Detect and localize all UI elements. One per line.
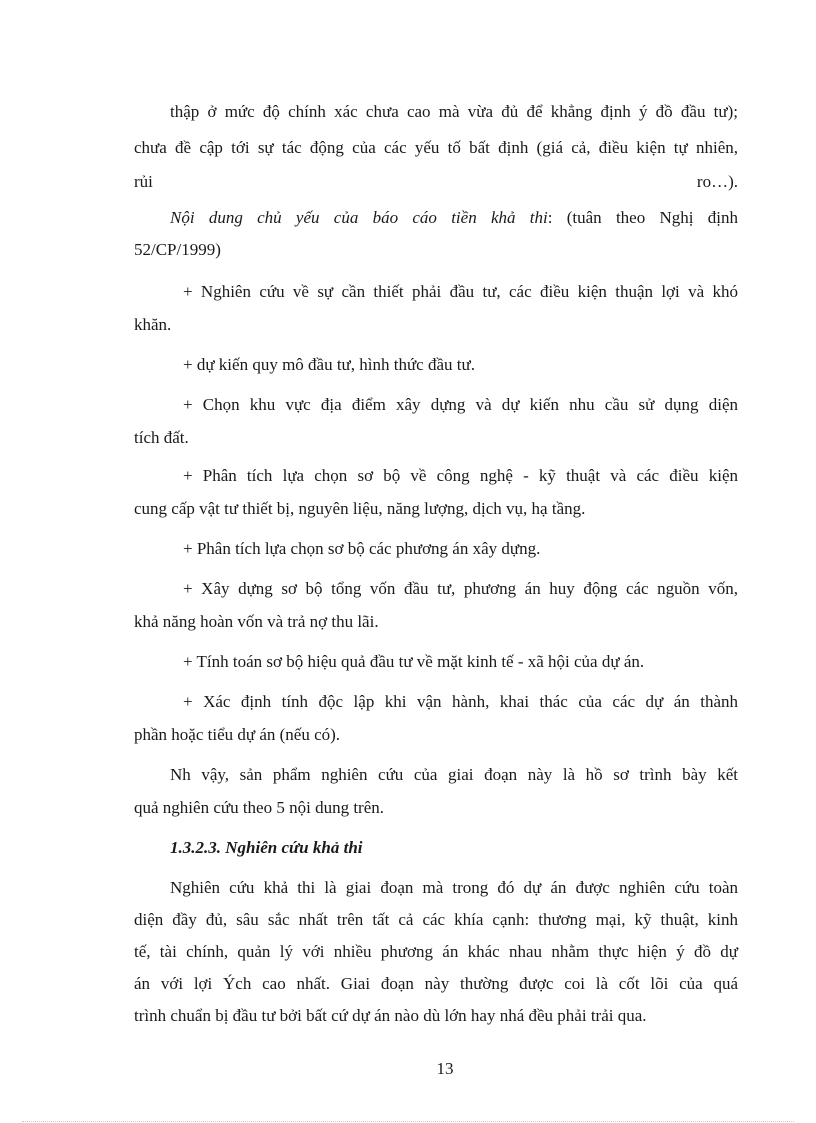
page-number: 13 [436, 1059, 454, 1078]
text-line: Nh vậy, sản phẩm nghiên cứu của giai đoạn này là hồ sơ trình bày kết [170, 765, 738, 784]
text-line: quả nghiên cứu theo 5 nội dung trên. [134, 798, 384, 817]
bullet-line: + Xây dựng sơ bộ tổng vốn đầu tư, phương án huy động các nguồn vốn, [183, 579, 738, 598]
text-fragment: ro…). [696, 172, 738, 191]
section-heading: 1.3.2.3. Nghiên cứu khả thi [170, 838, 363, 857]
footer-divider [22, 1121, 794, 1122]
text-line: khả năng hoàn vốn và trả nợ thu lãi. [134, 612, 379, 631]
text-fragment: : (tuân theo Nghị định [547, 208, 738, 227]
bullet-line: + Tính toán sơ bộ hiệu quả đầu tư về mặt kinh tế - xã hội của dự án. [183, 652, 645, 671]
bullet-line: + dự kiến quy mô đầu tư, hình thức đầu tư. [183, 355, 475, 374]
text-line: án với lợi Ých cao nhất. Giai đoạn này thường được coi là cốt lõi của quá [134, 974, 738, 993]
text-line: phần hoặc tiểu dự án (nếu có). [134, 725, 341, 744]
text-line: diện đầy đủ, sâu sắc nhất trên tất cả các khía cạnh: thương mại, kỹ thuật, kinh [134, 910, 738, 929]
text-line: thập ở mức độ chính xác chưa cao mà vừa đủ để khẳng định ý đồ đầu tư); [170, 102, 738, 121]
italic-phrase: Nội dung chủ yếu của báo cáo tiền khả thi [170, 208, 548, 227]
text-line: tích đất. [134, 428, 189, 447]
text-line [134, 172, 738, 192]
text-line [170, 208, 738, 228]
text-fragment: rủi [134, 172, 153, 191]
bullet-line: + Phân tích lựa chọn sơ bộ về công nghệ - kỹ thuật và các điều kiện [183, 466, 738, 485]
bullet-line: + Chọn khu vực địa điểm xây dựng và dự kiến nhu cầu sử dụng diện [183, 395, 738, 414]
text-line: 52/CP/1999) [134, 240, 221, 259]
text-line: Nghiên cứu khả thi là giai đoạn mà trong đó dự án được nghiên cứu toàn [170, 878, 738, 897]
text-line: cung cấp vật tư thiết bị, nguyên liệu, năng lượng, dịch vụ, hạ tầng. [134, 499, 586, 518]
text-line: trình chuẩn bị đầu tư bởi bất cứ dự án nào dù lớn hay nhá đều phải trải qua. [134, 1006, 647, 1025]
bullet-line: + Phân tích lựa chọn sơ bộ các phương án xây dựng. [183, 539, 541, 558]
text-line: tế, tài chính, quản lý với nhiều phương án khác nhau nhằm thực hiện ý đồ dự [134, 942, 738, 961]
text-line: khăn. [134, 315, 172, 334]
bullet-line: + Nghiên cứu về sự cần thiết phải đầu tư, các điều kiện thuận lợi và khó [183, 282, 738, 301]
text-line: chưa đề cập tới sự tác động của các yếu tố bất định (giá cả, điều kiện tự nhiên, [134, 138, 738, 157]
bullet-line: + Xác định tính độc lập khi vận hành, khai thác của các dự án thành [183, 692, 738, 711]
